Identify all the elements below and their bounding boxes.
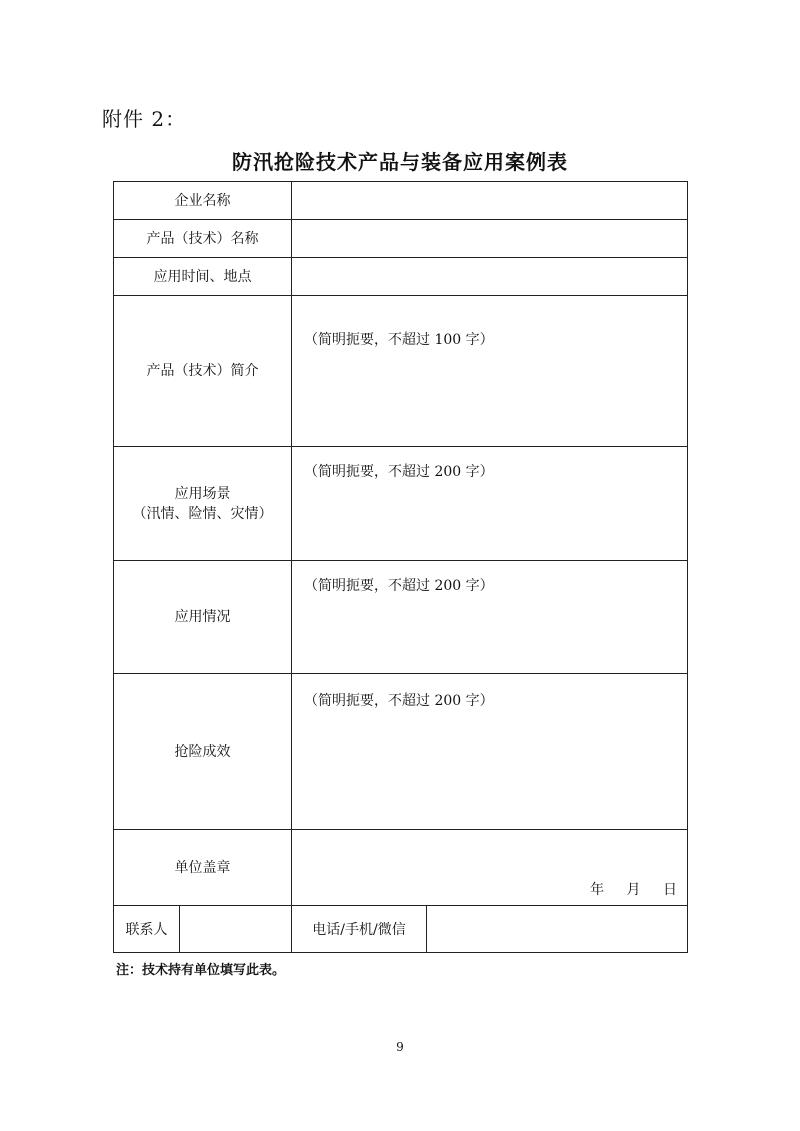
situation-label: 应用情况 — [114, 561, 292, 674]
intro-label: 产品（技术）简介 — [114, 296, 292, 447]
contact-person-label: 联系人 — [114, 906, 180, 953]
footnote: 注：技术持有单位填写此表。 — [116, 963, 286, 978]
time-place-label: 应用时间、地点 — [114, 258, 292, 296]
row-product-name — [114, 220, 688, 258]
effect-label: 抢险成效 — [114, 674, 292, 830]
company-field[interactable] — [292, 182, 688, 220]
row-intro — [114, 296, 688, 447]
scenario-label-line2: （汛情、险情、灾情） — [132, 505, 273, 522]
row-situation — [114, 561, 688, 674]
intro-hint: （简明扼要，不超过 100 字） — [304, 332, 494, 348]
row-time-place — [114, 258, 688, 296]
seal-label: 单位盖章 — [114, 830, 292, 906]
contact-person-field[interactable] — [180, 906, 292, 953]
seal-date: 年 月 日 — [590, 882, 677, 898]
company-label: 企业名称 — [114, 182, 292, 220]
situation-field[interactable] — [292, 561, 688, 674]
product-name-label: 产品（技术）名称 — [114, 220, 292, 258]
intro-field[interactable] — [292, 296, 688, 447]
row-company — [114, 182, 688, 220]
application-case-form — [113, 181, 688, 953]
scenario-field[interactable] — [292, 447, 688, 561]
product-name-field[interactable] — [292, 220, 688, 258]
page-number: 9 — [396, 1040, 404, 1054]
scenario-hint: （简明扼要，不超过 200 字） — [304, 464, 494, 480]
row-contact — [114, 906, 688, 953]
contact-phone-label: 电话/手机/微信 — [292, 906, 427, 953]
situation-hint: （简明扼要，不超过 200 字） — [304, 578, 494, 594]
scenario-label-line1: 应用场景 — [174, 485, 231, 502]
effect-field[interactable] — [292, 674, 688, 830]
row-seal — [114, 830, 688, 906]
row-effect — [114, 674, 688, 830]
contact-phone-field[interactable] — [427, 906, 688, 953]
scenario-label — [114, 447, 292, 561]
attachment-label: 附件 2： — [102, 107, 187, 131]
effect-hint: （简明扼要，不超过 200 字） — [304, 693, 494, 709]
form-title: 防汛抢险技术产品与装备应用案例表 — [232, 150, 568, 174]
time-place-field[interactable] — [292, 258, 688, 296]
row-scenario — [114, 447, 688, 561]
seal-field[interactable] — [292, 830, 688, 906]
